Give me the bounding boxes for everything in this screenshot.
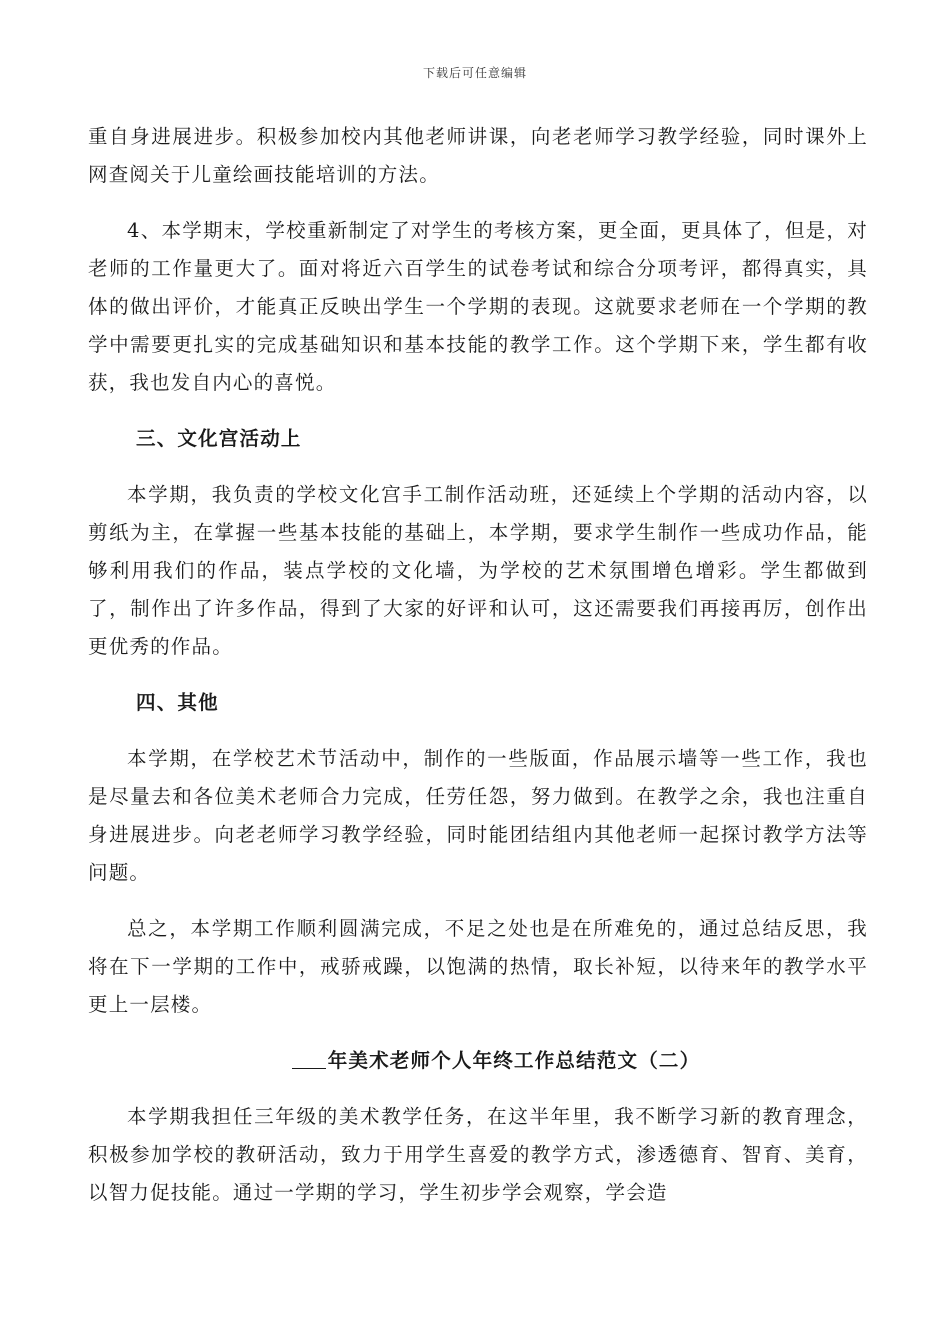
section-heading-other: 四、其他 — [136, 691, 219, 714]
section-heading-cultural-palace: 三、文化宫活动上 — [136, 427, 302, 450]
document-body — [88, 118, 868, 1212]
article-title-text: 年美术老师个人年终工作总结范文（二） — [327, 1049, 701, 1072]
paragraph-conclusion: 总之，本学期工作顺利圆满完成，不足之处也是在所难免的，通过总结反思，我将在下一学期的工作中，戒骄戒躁，以饱满的热情，取长补短，以待来年的教学水平更上一层楼。 — [88, 917, 868, 1016]
paragraph-other: 本学期，在学校艺术节活动中，制作的一些版面，作品展示墙等一些工作，我也是尽量去和各位美术老师合力完成，任劳任怨，努力做到。在教学之余，我也注重自身进展进步。向老老师学习教学经验，同时能团结组内其他老师一起探讨教学方法等问题。 — [88, 747, 868, 884]
year-blank-underline — [292, 1046, 326, 1069]
paragraph-item-4: 4、本学期末，学校重新制定了对学生的考核方案，更全面，更具体了，但是，对老师的工作量更大了。面对将近六百学生的试卷考试和综合分项考评，都得真实，具体的做出评价，才能真正反映出学生一个学期的表现。这就要求老师在一个学期的教学中需要更扎实的完成基础知识和基本技能的教学工作。这个学期下来，学生都有收获，我也发自内心的喜悦。 — [88, 219, 868, 394]
article-title-two — [88, 1042, 868, 1080]
paragraph-cultural-palace: 本学期，我负责的学校文化宫手工制作活动班，还延续上个学期的活动内容，以剪纸为主，在掌握一些基本技能的基础上，本学期，要求学生制作一些成功作品，能够利用我们的作品，装点学校的文化墙，为学校的艺术氛围增色增彩。学生都做到了，制作出了许多作品，得到了大家的好评和认可，这还需要我们再接再厉，创作出更优秀的作品。 — [88, 483, 868, 658]
page-header: 下载后可任意编辑 — [422, 66, 527, 80]
paragraph-article-two-intro: 本学期我担任三年级的美术教学任务，在这半年里，我不断学习新的教育理念，积极参加学校的教研活动，致力于用学生喜爱的教学方式，渗透德育、智育、美育，以智力促技能。通过一学期的学习，学生初步学会观察，学会造 — [88, 1105, 868, 1204]
paragraph-continuation: 重自身进展进步。积极参加校内其他老师讲课，向老老师学习教学经验，同时课外上网查阅关于儿童绘画技能培训的方法。 — [88, 125, 868, 186]
